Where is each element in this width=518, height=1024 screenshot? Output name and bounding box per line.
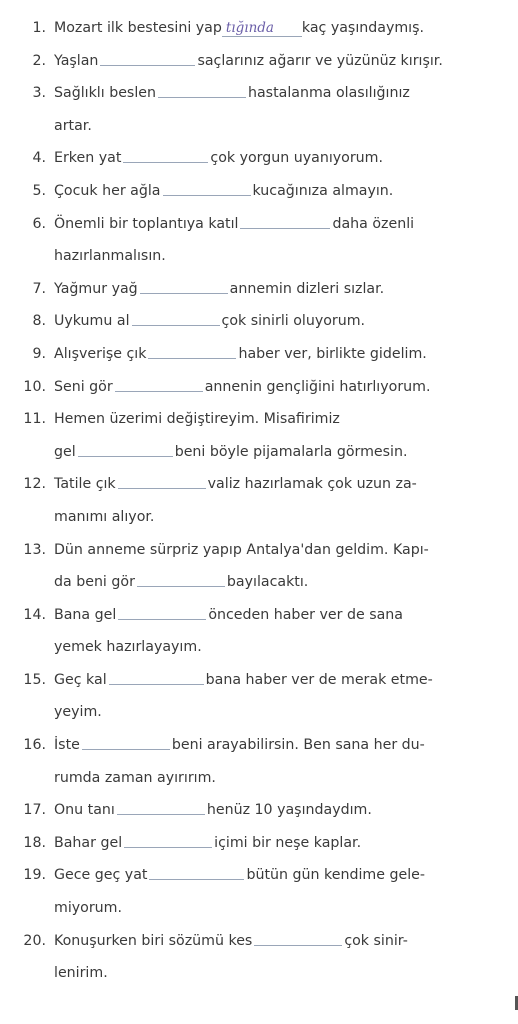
sentence-text: bayılacaktı. — [226, 574, 309, 591]
exercise-item-10 — [0, 371, 518, 404]
item-line — [54, 338, 496, 371]
answer-blank[interactable] — [240, 228, 330, 229]
item-number: 1. — [32, 20, 46, 36]
sentence-text: miyorum. — [54, 900, 122, 917]
item-number: 17. — [23, 802, 46, 819]
sentence-text: Gece geç yat — [54, 867, 148, 884]
sentence-text: henüz 10 yaşındaydım. — [206, 802, 372, 819]
sentence-text: çok sinir- — [344, 932, 408, 949]
item-line — [54, 371, 496, 404]
item-number: 18. — [23, 834, 46, 851]
sentence-text: Bahar gel — [54, 834, 123, 851]
item-line — [54, 696, 496, 729]
sentence-text: çok yorgun uyanıyorum. — [210, 150, 384, 167]
item-line — [54, 859, 496, 892]
item-number: 8. — [32, 313, 46, 330]
item-line — [54, 925, 496, 958]
item-line — [54, 729, 496, 762]
sentence-text: yeyim. — [54, 704, 102, 721]
sentence-text: kaç yaşındaymış. — [301, 20, 425, 36]
filled-answer-blank[interactable]: tığında — [222, 20, 302, 37]
item-line — [54, 631, 496, 664]
sentence-text: Onu tanı — [54, 802, 115, 819]
sentence-text: önceden haber ver de sana — [208, 606, 403, 623]
sentence-text: Önemli bir toplantıya katıl — [54, 215, 239, 232]
sentence-text: bütün gün kendime gele- — [246, 867, 425, 884]
item-number: 9. — [32, 345, 46, 362]
sentence-text: lenirim. — [54, 965, 108, 982]
answer-blank[interactable] — [124, 847, 212, 848]
answer-blank[interactable] — [254, 945, 342, 946]
exercise-item-18 — [0, 827, 518, 860]
sentence-text: da beni gör — [54, 574, 135, 591]
exercise-item-4 — [0, 142, 518, 175]
sentence-text: Tatile çık — [54, 476, 116, 493]
sentence-text: annemin dizleri sızlar. — [229, 280, 385, 297]
exercise-item-5 — [0, 175, 518, 208]
sentence-text: beni arayabilirsin. Ben sana her du- — [171, 737, 425, 754]
item-line — [54, 534, 496, 567]
sentence-text: Mozart ilk bestesini yap — [54, 20, 222, 36]
sentence-text: saçlarınız ağarır ve yüzünüz kırışır. — [197, 52, 443, 69]
item-line — [54, 599, 496, 632]
sentence-text: Yağmur yağ — [54, 280, 138, 297]
sentence-text: Seni gör — [54, 378, 113, 395]
sentence-text: Çocuk her ağla — [54, 182, 161, 199]
sentence-text: Uykumu al — [54, 313, 130, 330]
exercise-item-17 — [0, 794, 518, 827]
answer-blank[interactable] — [149, 879, 244, 880]
item-number: 16. — [23, 737, 46, 754]
exercise-item-6 — [0, 208, 518, 273]
item-line — [54, 305, 496, 338]
answer-blank[interactable] — [109, 684, 204, 685]
item-number: 12. — [23, 476, 46, 493]
item-number: 7. — [32, 280, 46, 297]
answer-blank[interactable] — [115, 391, 203, 392]
item-line — [54, 664, 496, 697]
exercise-item-3 — [0, 77, 518, 142]
item-number: 13. — [23, 541, 46, 558]
item-number: 2. — [32, 52, 46, 69]
sentence-text: içimi bir neşe kaplar. — [214, 834, 362, 851]
sentence-text: Bana gel — [54, 606, 117, 623]
item-number: 10. — [23, 378, 46, 395]
item-line — [54, 794, 496, 827]
item-number: 3. — [32, 85, 46, 102]
item-line — [54, 501, 496, 534]
item-number: 6. — [32, 215, 46, 232]
item-number: 19. — [23, 867, 46, 884]
sentence-text: haber ver, birlikte gidelim. — [238, 345, 427, 362]
item-number: 4. — [32, 150, 46, 167]
answer-blank[interactable] — [123, 162, 208, 163]
answer-blank[interactable] — [117, 814, 205, 815]
sentence-text: Geç kal — [54, 671, 107, 688]
exercise-item-13 — [0, 534, 518, 599]
exercise-item-15 — [0, 664, 518, 729]
sentence-text: hastalanma olasılığınız — [248, 85, 410, 102]
exercise-item-12 — [0, 468, 518, 533]
sentence-text: daha özenli — [332, 215, 415, 232]
sentence-text: bana haber ver de merak etme- — [205, 671, 433, 688]
sentence-text: beni böyle pijamalarla görmesin. — [174, 443, 408, 460]
exercise-item-11 — [0, 403, 518, 468]
exercise-item-16 — [0, 729, 518, 794]
sentence-text: valiz hazırlamak çok uzun za- — [207, 476, 417, 493]
answer-blank[interactable] — [163, 195, 251, 196]
item-line — [54, 468, 496, 501]
sentence-text: rumda zaman ayırırım. — [54, 769, 216, 786]
item-line — [54, 892, 496, 925]
item-line — [54, 403, 496, 436]
item-line — [54, 273, 496, 306]
item-number: 20. — [23, 932, 46, 949]
sentence-text: hazırlanmalısın. — [54, 248, 166, 265]
answer-blank[interactable] — [158, 97, 246, 98]
exercise-item-1 — [0, 12, 518, 45]
exercise-item-7 — [0, 273, 518, 306]
sentence-text: gel — [54, 443, 76, 460]
item-line — [54, 240, 496, 273]
sentence-text: manımı alıyor. — [54, 508, 155, 525]
answer-blank[interactable] — [132, 325, 220, 326]
answer-blank[interactable] — [148, 358, 236, 359]
item-number: 15. — [23, 671, 46, 688]
item-line — [54, 566, 496, 599]
exercise-item-2 — [0, 45, 518, 78]
exercise-item-20 — [0, 925, 518, 990]
item-line — [54, 957, 496, 990]
sentence-text: Hemen üzerimi değiştireyim. Misafirimiz — [54, 411, 340, 428]
sentence-text: Konuşurken biri sözümü kes — [54, 932, 253, 949]
sentence-text: İste — [54, 737, 80, 754]
answer-blank[interactable] — [100, 65, 195, 66]
item-line — [54, 208, 496, 241]
sentence-text: kucağınıza almayın. — [252, 182, 394, 199]
sentence-text: annenin gençliğini hatırlıyorum. — [204, 378, 431, 395]
exercise-sheet — [0, 12, 518, 990]
exercise-item-8 — [0, 305, 518, 338]
answer-blank[interactable] — [140, 293, 228, 294]
exercise-item-19 — [0, 859, 518, 924]
item-line — [54, 175, 496, 208]
exercise-item-9 — [0, 338, 518, 371]
exercise-item-14 — [0, 599, 518, 664]
item-line — [54, 77, 496, 110]
sentence-text: Erken yat — [54, 150, 122, 167]
sentence-text: artar. — [54, 117, 92, 134]
sentence-text: Alışverişe çık — [54, 345, 147, 362]
sentence-text: yemek hazırlayayım. — [54, 639, 202, 656]
item-number: 5. — [32, 182, 46, 199]
answer-blank[interactable] — [82, 749, 170, 750]
sentence-text: Dün anneme sürpriz yapıp Antalya'dan geldim. Kapı- — [54, 541, 429, 558]
item-line — [54, 110, 496, 143]
item-line — [54, 45, 496, 78]
answer-blank[interactable] — [137, 586, 225, 587]
item-line — [54, 762, 496, 795]
item-line — [54, 12, 496, 45]
answer-blank[interactable] — [118, 619, 206, 620]
item-line — [54, 436, 496, 469]
sentence-text: Yaşlan — [54, 52, 99, 69]
item-number: 11. — [23, 411, 46, 428]
sentence-text: Sağlıklı beslen — [54, 85, 156, 102]
item-line — [54, 142, 496, 175]
item-number: 14. — [23, 606, 46, 623]
item-line — [54, 827, 496, 860]
answer-blank[interactable] — [118, 488, 206, 489]
sentence-text: çok sinirli oluyorum. — [221, 313, 366, 330]
answer-blank[interactable] — [78, 456, 173, 457]
